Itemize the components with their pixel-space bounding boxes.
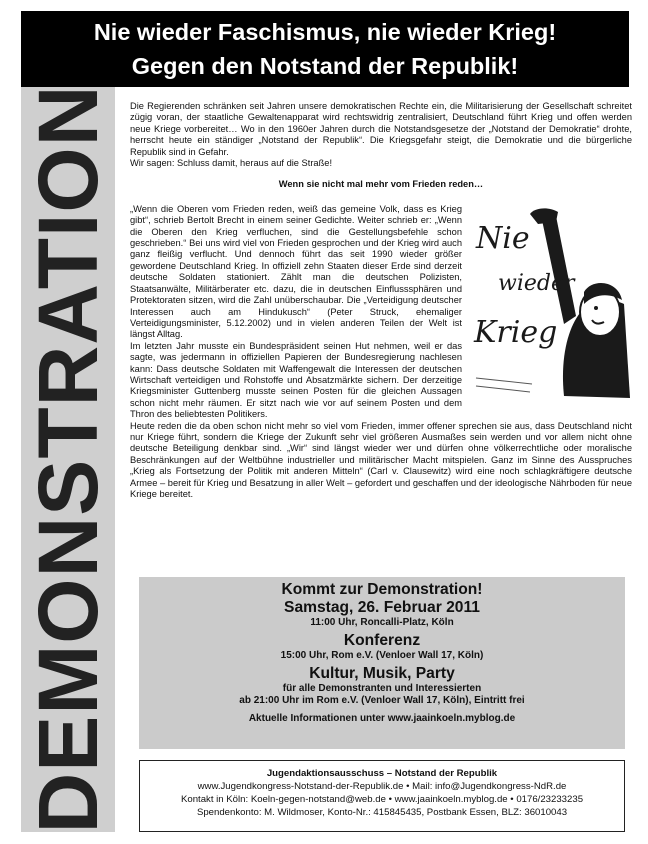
footer-title: Jugendaktionsausschuss – Notstand der Republik — [266, 768, 498, 779]
header-title-line-1: Nie wieder Faschismus, nie wieder Krieg! — [93, 19, 557, 45]
article-subheading: Wenn sie nicht mal mehr vom Frieden reden… — [278, 179, 484, 190]
intro-paragraph: Die Regierenden schränken seit Jahren unsere demokratischen Rechte ein, die Militarisierung der Gesellschaft schreitet zügig voran, der staatliche Gewaltenapparat wird rechtswidrig zentralisiert, Deutschland führt Krieg und offen werden neue Kriege vorbereitet… Wo in den 1960er Jahren durch die Notstandsgesetze der „Notstand der Demokratie“ drohte, herrscht heute ein ständiger „Notstand der Republik“. Die Kriegsgefahr steigt, die Demokratie und die bürgerliche Republik sind in Gefahr. — [130, 101, 632, 157]
announce-culture: Kultur, Musik, Party — [309, 665, 455, 682]
footer-contact[interactable]: Kontakt in Köln: Koeln-gegen-notstand@web.de • www.jaainkoeln.myblog.de • 0176/23233235 — [180, 794, 584, 805]
poster-word-wieder: wieder — [498, 270, 575, 296]
announce-date: Samstag, 26. Februar 2011 — [284, 599, 480, 616]
article-body — [130, 101, 632, 500]
announcement-box — [139, 577, 625, 749]
contact-footer — [139, 760, 625, 832]
paragraph-clausewitz: Heute reden die da oben schon nicht mehr so viel vom Frieden, immer offener sprechen sie aus, dass Deutschland nicht nur Kriege führt, sondern die Kriege der Zukunft sehr viel größeren Ausmaßes sein werden und vor allem nicht ohne deutsche Beteiligung denkbar sind. „Wir“ sind längst wieder wer und dürfen ohne völkerrechtliche oder moralische Beschränkungen auf der Weltbühne industrieller und militärischer Macht mitspielen. Ganz im Sinne des Ausspruches „Krieg als Fortsetzung der Politik mit anderen Mitteln“ (Carl v. Clausewitz) wird eine noch schlagkräftigere deutsche Armee – bereit für Krieg und Besatzung in aller Welt – gefordert und geschaffen und der ideologische Nährboden für neue Kriege bereitet. — [130, 420, 632, 499]
paragraph-brecht — [130, 203, 632, 350]
footer-bank: Spendenkonto: M. Wildmoser, Konto-Nr.: 415845435, Postbank Essen, BLZ: 36010043 — [196, 807, 568, 818]
nie-wieder-krieg-poster — [472, 208, 632, 398]
announce-info-link[interactable]: Aktuelle Informationen unter www.jaainkoeln.myblog.de — [248, 713, 516, 724]
poster-word-nie: Nie — [476, 220, 530, 256]
page-header — [21, 11, 629, 87]
sidebar-vertical-wrap — [21, 84, 115, 834]
announce-title: Kommt zur Demonstration! — [281, 581, 483, 598]
announce-conference-detail: 15:00 Uhr, Rom e.V. (Venloer Wall 17, Köln) — [280, 650, 484, 661]
sidebar-vertical-text: DEMONSTRATION — [21, 84, 115, 834]
announce-time-place: 11:00 Uhr, Roncalli-Platz, Köln — [310, 617, 454, 628]
announce-culture-detail: ab 21:00 Uhr im Rom e.V. (Venloer Wall 17, Köln), Eintritt frei — [239, 695, 525, 706]
footer-web-mail[interactable]: www.Jugendkongress-Notstand-der-Republik.de • Mail: info@Jugendkongress-NdR.de — [197, 781, 567, 792]
paragraph-brecht-text: „Wenn die Oberen vom Frieden reden, weiß das gemeine Volk, dass es Krieg gibt“, schrieb Bertolt Brecht in einem seiner Gedichte. Weiter schrieb er: „Wenn die Oberen den Krieg verfluchen, sind die Gestellungsbefehle schon geschrieben.“ Bei uns wird viel von Frieden gesprochen und der Krieg wird auch ganz fleißig verflucht. Und dennoch führt das seit 1990 wieder größer gewordene Deutschland Krieg. In offiziell zehn Staaten dieser Erde sind derzeit deutsche Soldaten stationiert. Zählt man die deutschen Polizisten, Staatsanwälte, Militärberater etc. dazu, die in deutschen Einflusssphären und Protektoraten sitzen, wird die Zahl unüberschaubar. Die „Verteidigung deutscher Interessen auch am Hindukusch“ (Peter Struck, ehemaliger Verteidigungsminister, 5.12.2002) und in vielen anderen Teilen der Welt ist längst Alltag. — [130, 203, 462, 340]
header-title-line-2: Gegen den Notstand der Republik! — [131, 53, 519, 79]
announce-conference: Konferenz — [343, 632, 421, 649]
announce-culture-for: für alle Demonstranten und Interessierten — [282, 683, 482, 694]
paragraph-bundespraesident: Im letzten Jahr musste ein Bundespräsident seinen Hut nehmen, weil er das sagte, was jedermann in offiziellen Papieren der Bundesregierung nachlesen kann: Dass deutsche Soldaten mit Waffengewalt die Interessen der deutschen Wirtschaft verteidigen und Rohstoffe und Absatzmärkte sichern. Der derzeitige Kriegsminister Guttenberg musste seinen Posten für die gleichen Aussagen schon nicht mehr räumen. Er sitzt nach wie vor auf seinem Posten und dem Thron des beliebtesten Politikers. — [130, 340, 462, 420]
poster-word-krieg: Krieg — [474, 314, 558, 350]
figure-eye — [594, 306, 598, 310]
intro-call: Wir sagen: Schluss damit, heraus auf die Straße! — [130, 158, 333, 169]
